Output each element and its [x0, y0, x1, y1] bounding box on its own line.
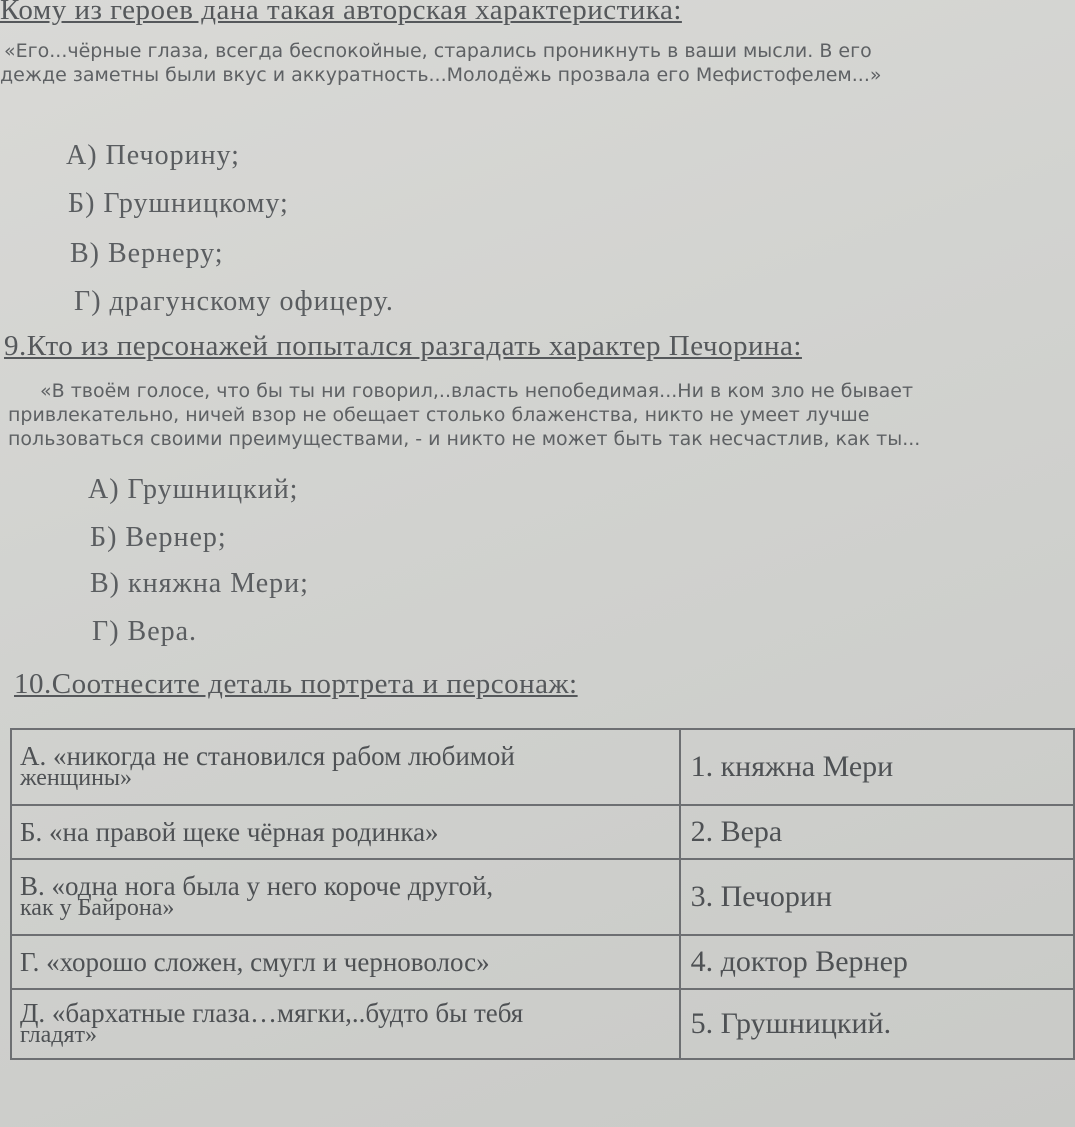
character-cell: [680, 805, 1074, 859]
question-8-option-c: В) Вернеру;: [70, 238, 224, 269]
character-name: 2. Вера: [690, 815, 783, 848]
character-name: 4. доктор Вернер: [690, 945, 908, 978]
question-8-option-b: Б) Грушницкому;: [68, 188, 289, 219]
portrait-detail-line-1: Б. «на правой щеке чёрная родинка»: [20, 817, 439, 847]
character-name: 5. Грушницкий.: [690, 1007, 892, 1040]
question-9-option-a: А) Грушницкий;: [88, 474, 299, 505]
character-name: 1. княжна Мери: [690, 750, 894, 783]
question-9-option-c: В) княжна Мери;: [90, 568, 309, 599]
character-cell: [680, 935, 1074, 989]
question-9-quote-line-2: привлекательно, ничей взор не обещает столько блаженства, никто не умеет лучше: [8, 404, 870, 426]
table-row: [11, 935, 1074, 989]
portrait-detail-cell: [11, 935, 680, 989]
question-10-title: 10.Соотнесите деталь портрета и персонаж:: [14, 668, 578, 700]
question-8-option-a: А) Печорину;: [66, 140, 240, 171]
character-cell: [680, 989, 1074, 1059]
character-cell: [680, 859, 1074, 935]
portrait-detail-line-2: женщины»: [20, 765, 133, 791]
matching-table: [10, 728, 1075, 1060]
question-9-option-b: Б) Вернер;: [90, 522, 227, 553]
portrait-detail-cell: [11, 729, 680, 805]
character-cell: [680, 729, 1074, 805]
portrait-detail-line-2: гладят»: [20, 1022, 97, 1048]
table-row: [11, 729, 1074, 805]
portrait-detail-line-1: Д. «бархатные глаза…мягки,..будто бы тебя: [20, 998, 524, 1028]
portrait-detail-line-1: Г. «хорошо сложен, смугл и черноволос»: [20, 947, 490, 977]
question-8-quote-line-2: дежде заметны были вкус и аккуратность...Молодёжь прозвала его Мефистофелем...»: [0, 64, 882, 86]
table-row: [11, 859, 1074, 935]
portrait-detail-cell: [11, 989, 680, 1059]
question-8-option-d: Г) драгунскому офицеру.: [74, 286, 394, 317]
question-9-quote-line-3: пользоваться своими преимуществами, - и никто не может быть так несчастлив, как ты...: [8, 428, 921, 450]
portrait-detail-cell: [11, 805, 680, 859]
portrait-detail-cell: [11, 859, 680, 935]
table-row: [11, 805, 1074, 859]
question-9-title: 9.Кто из персонажей попытался разгадать характер Печорина:: [4, 330, 802, 362]
portrait-detail-line-1: В. «одна нога была у него короче другой,: [20, 871, 494, 901]
character-name: 3. Печорин: [690, 880, 832, 913]
question-9-option-d: Г) Вера.: [92, 616, 198, 647]
question-8-title: Кому из героев дана такая авторская характеристика:: [0, 0, 682, 26]
portrait-detail-line-2: как у Байрона»: [20, 895, 175, 921]
question-8-quote-line-1: «Его...чёрные глаза, всегда беспокойные, старались проникнуть в ваши мысли. В его: [4, 40, 872, 62]
portrait-detail-line-1: А. «никогда не становился рабом любимой: [20, 741, 515, 771]
question-9-quote-line-1: «В твоём голосе, что бы ты ни говорил,..власть непобедимая...Ни в ком зло не бывает: [40, 380, 914, 402]
table-row: [11, 989, 1074, 1059]
